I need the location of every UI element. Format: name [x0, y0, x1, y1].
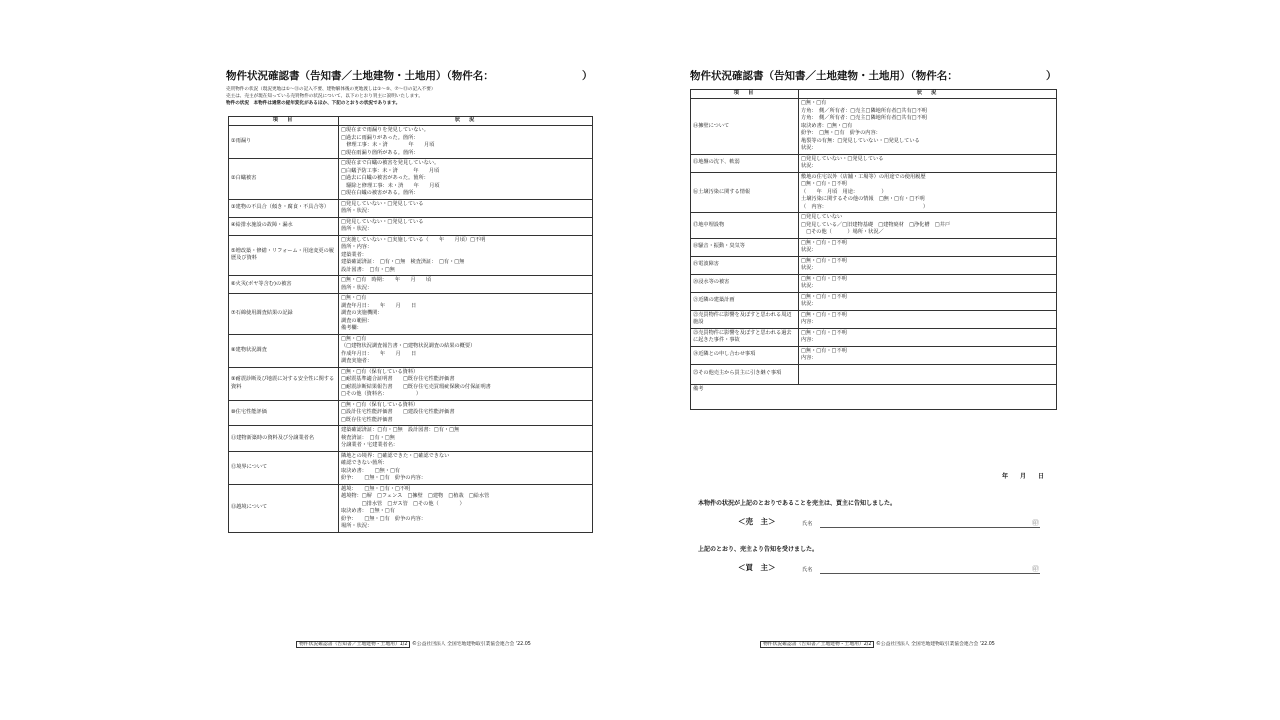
table-row	[691, 328, 1057, 346]
table-row	[229, 126, 593, 159]
buyer-name-label: 氏名	[802, 567, 813, 573]
row-item: ⑳浸水等の被害	[691, 274, 799, 292]
row-status[interactable]: □発見していない・□発見している 状況：	[799, 154, 1057, 172]
row-status[interactable]: □現在まで雨漏りを発見していない。 □過去に雨漏りがあった。箇所： 修理工事：未・済 年 月頃 □現在雨漏り箇所がある。箇所：	[339, 126, 593, 159]
row-status[interactable]	[799, 364, 1057, 384]
table-row	[691, 213, 1057, 239]
table-header-row	[229, 117, 593, 126]
row-item: ㉔近隣との申し合わせ事項	[691, 346, 799, 364]
row-item: ②白蟻被害	[229, 159, 339, 200]
table-row	[691, 346, 1057, 364]
row-status[interactable]: □実施していない・□実施している（ 年 月頃）□不明 箇所・内容： 建築業者： 建築確認済証： □有・□無 検査済証： □有・□無 設計図書： □有・□無	[339, 235, 593, 276]
seal-icon: ㊞	[1032, 519, 1039, 527]
row-status[interactable]: 越境： □無・□有・□不明 越境物：□塀 □フェンス □擁壁 □建物 □植栽 □給水管 □排水管 □ガス管 □その他（ ） 取決め書： □無・□有 紛争： □無・□有 紛争の内容： 場所・状況：	[339, 484, 593, 532]
row-status[interactable]: □無・□有・□不明 内容：	[799, 328, 1057, 346]
intro-line: 物件の状況 本物件は通常の経年変化があるほか、下記のとおりの状況であります。	[226, 101, 401, 106]
row-status[interactable]: □無・□有・□不明 状況：	[799, 274, 1057, 292]
table-row	[229, 484, 593, 532]
seller-name-label: 氏名	[802, 521, 813, 527]
remarks-label: 備考	[693, 385, 704, 392]
footer-form-name: 物件状況確認書（告知書／土地建物・土地用）1/2	[296, 641, 410, 648]
row-item: ㉓売買物件に影響を及ぼすと思われる過去に起きた事件・事故	[691, 328, 799, 346]
buyer-role-label: ＜買 主＞	[738, 563, 776, 572]
page-title	[690, 68, 1057, 83]
table-row	[229, 334, 593, 367]
row-item: ⑪建物新築時の資料及び分譲業者名	[229, 426, 339, 452]
footer-copyright: ©公益社団法人 全国宅地建物取引業協会連合会 '22.05	[412, 642, 531, 647]
page-title	[226, 68, 593, 83]
table-row	[229, 400, 593, 426]
row-status[interactable]: □無・□有（保有している資料） □設計住宅性能評価書 □建設住宅性能評価書 □既存住宅性能評価書	[339, 400, 593, 426]
row-item: ⑤増改築・修繕・リフォーム・用途変更の履歴及び資料	[229, 235, 339, 276]
table-row	[229, 235, 593, 276]
table-row	[691, 256, 1057, 274]
row-item: ⑦石綿使用調査結果の記録	[229, 294, 339, 335]
row-item: ①雨漏り	[229, 126, 339, 159]
table-row	[691, 292, 1057, 310]
row-status[interactable]: □現在まで白蟻の被害を発見していない。 □白蟻予防工事：未・済 年 月頃 □過去に白蟻の被害があった。箇所： 駆除と修理工事：未・済 年 月頃 □現在白蟻の被害がある。箇所：	[339, 159, 593, 200]
intro-text	[226, 86, 592, 107]
row-status[interactable]: □発見していない・□発見している 箇所・状況：	[339, 199, 593, 217]
table-row	[229, 426, 593, 452]
row-status[interactable]: □無・□有 調査年月日： 年 月 日 調査の実施機関： 調査の範囲： 備考欄：	[339, 294, 593, 335]
row-item: ③建物の不具合（傾き・腐食・不具合等）	[229, 199, 339, 217]
date-line: 年 月 日	[1002, 473, 1045, 480]
table-row	[691, 154, 1057, 172]
table-row	[691, 310, 1057, 328]
row-item: ⑬越境について	[229, 484, 339, 532]
row-item: ⑱騒音・振動・臭気等	[691, 238, 799, 256]
page-title-text: 物件状況確認書（告知書／土地建物・土地用）（物件名：	[690, 70, 958, 82]
header-status: 状 況	[339, 117, 593, 126]
table-row	[691, 274, 1057, 292]
row-item: ⑯土壌汚染に関する情報	[691, 172, 799, 213]
row-item: ⑩住宅性能評価	[229, 400, 339, 426]
row-status[interactable]: □無・□有・□不明 状況：	[799, 256, 1057, 274]
intro-line: 売主は、売主が現在知っている売買物件の状況について、以下のとおり買主に説明いたします。	[226, 94, 423, 99]
row-item: ⑨耐震診断及び地震に対する安全性に関する資料	[229, 367, 339, 400]
row-status[interactable]: □無・□有・□不明 内容：	[799, 310, 1057, 328]
row-item: ⑰地中埋設物	[691, 213, 799, 239]
row-status[interactable]: □発見していない・□発見している 箇所・状況：	[339, 217, 593, 235]
table-row	[229, 367, 593, 400]
header-item: 項 目	[229, 117, 339, 126]
row-item: ⑲電波障害	[691, 256, 799, 274]
table-row	[229, 451, 593, 484]
page-title-close: ）	[1046, 70, 1057, 82]
page-title-close: ）	[582, 70, 593, 82]
table-header-row	[691, 90, 1057, 99]
table-row	[691, 238, 1057, 256]
remarks-cell[interactable]	[691, 384, 1057, 409]
remarks-row	[691, 384, 1057, 409]
table-row	[691, 364, 1057, 384]
row-item: ㉕その他売主から買主に引き継ぐ事項	[691, 364, 799, 384]
seller-notice: 本物件の状況が上記のとおりであることを売主は、買主に告知しました。	[698, 500, 897, 507]
table-row	[229, 217, 593, 235]
row-status[interactable]: □無・□有・□不明 状況：	[799, 292, 1057, 310]
seal-icon: ㊞	[1032, 565, 1039, 573]
row-item: ㉒売買物件に影響を及ぼすと思われる周辺施設	[691, 310, 799, 328]
status-table	[228, 116, 593, 533]
table-row	[691, 172, 1057, 213]
row-status[interactable]: □無・□有 方角： 側／所有者：□売主□隣地所有者□共有□不明 方角： 側／所有者：□売主□隣地所有者□共有□不明 取決め書：□無・□有 紛争： □無・□有 紛争の内容： 亀裂等の有無：□発見していない・□発見している 状況：	[799, 99, 1057, 155]
footer-form-name: 物件状況確認書（告知書／土地建物・土地用）2/2	[760, 641, 874, 648]
page-title-text: 物件状況確認書（告知書／土地建物・土地用）（物件名：	[226, 70, 494, 82]
buyer-name-field[interactable]	[820, 573, 1040, 574]
row-item: ⑭擁壁について	[691, 99, 799, 155]
row-item: ⑫境界について	[229, 451, 339, 484]
intro-line: 売買物件の状況（現況更地は①～⑪の記入不要、建物解体後の更地渡しは①～⑤、⑦～⑪の記入不要）	[226, 87, 436, 92]
table-row	[229, 199, 593, 217]
status-table	[690, 89, 1057, 410]
row-status[interactable]: □無・□有（保有している資料） □耐震基準適合証明書 □既存住宅性能評価書 □耐震診断結果報告書 □既存住宅売買瑕疵保険の付保証明書 □その他（資料名： ）	[339, 367, 593, 400]
row-status[interactable]: 敷地の住宅以外（店舗・工場等）の用途での使用履歴 □無・□有・□不明 （ 年 月頃 用途： ） 土壌汚染に関するその他の情報 □無・□有・□不明 （ 内容： ）	[799, 172, 1057, 213]
row-status[interactable]: 隣地との境界：□確認できた・□確認できない 確認できない箇所： 取決め書： □無・□有 紛争： □無・□有 紛争の内容：	[339, 451, 593, 484]
page-footer	[760, 640, 995, 647]
row-status[interactable]: □無・□有・□不明 内容：	[799, 346, 1057, 364]
row-status[interactable]: □発見していない □発見している／□旧建物基礎 □建物廃材 □浄化槽 □井戸 □その他（ ）場所・状況／	[799, 213, 1057, 239]
footer-copyright: ©公益社団法人 全国宅地建物取引業協会連合会 '22.05	[876, 642, 995, 647]
header-status: 状 況	[799, 90, 1057, 99]
row-status[interactable]: □無・□有 （□建物状況調査報告書・□建物状況調査の結果の概要） 作成年月日： 年 月 日 調査実施者：	[339, 334, 593, 367]
row-item: ⑧建物状況調査	[229, 334, 339, 367]
row-item: ㉑近隣の建築計画	[691, 292, 799, 310]
buyer-notice: 上記のとおり、売主より告知を受けました。	[698, 546, 819, 553]
row-item: ④給排水施設の故障・漏水	[229, 217, 339, 235]
row-status[interactable]: 建築確認済証：□有・□無 設計図書：□有・□無 検査済証： □有・□無 分譲業者・宅建業者名：	[339, 426, 593, 452]
row-status[interactable]: □無・□有・□不明 状況：	[799, 238, 1057, 256]
header-item: 項 目	[691, 90, 799, 99]
table-row	[691, 99, 1057, 155]
page-footer	[296, 640, 531, 647]
row-status[interactable]: □無・□有 時期： 年 月 頃 箇所・状況：	[339, 276, 593, 294]
table-row	[229, 276, 593, 294]
seller-name-field[interactable]	[820, 527, 1040, 528]
seller-role-label: ＜売 主＞	[738, 517, 776, 526]
row-item: ⑥火災(ボヤ等含む)の被害	[229, 276, 339, 294]
table-row	[229, 294, 593, 335]
row-item: ⑮地盤の沈下、軟弱	[691, 154, 799, 172]
table-row	[229, 159, 593, 200]
